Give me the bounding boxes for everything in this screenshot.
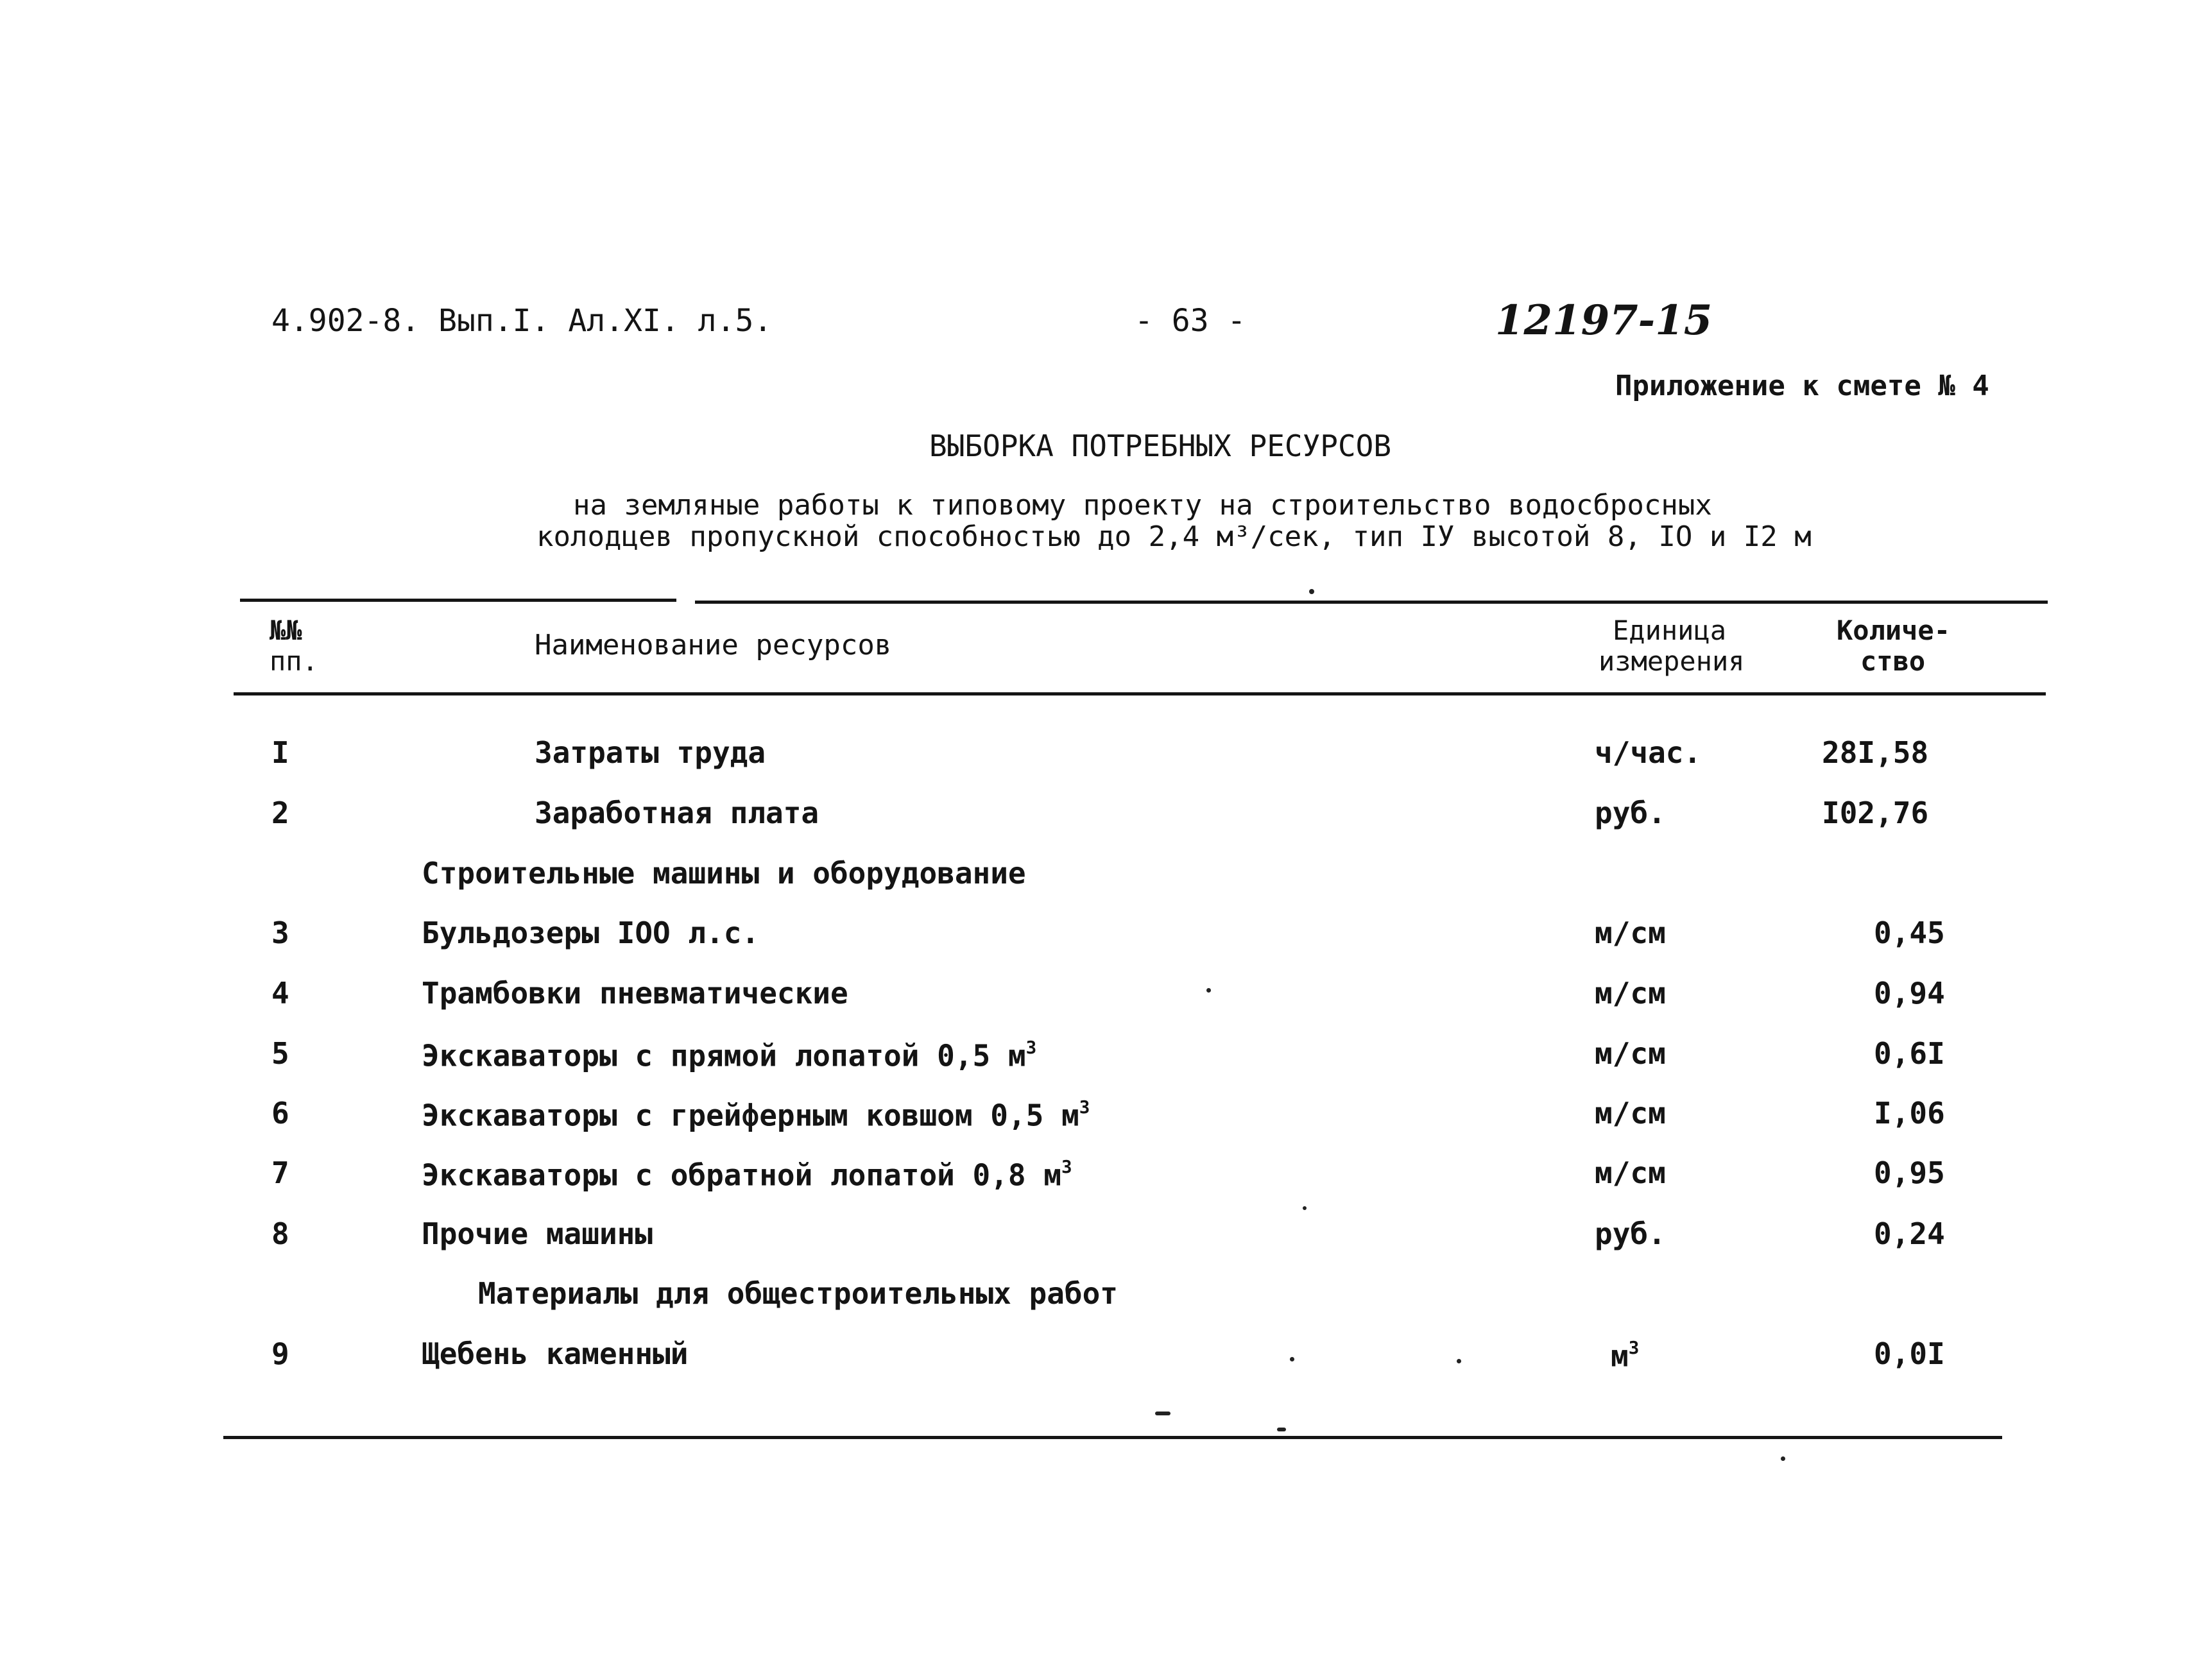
- header-num-line2: пп.: [270, 645, 318, 677]
- unit-value: [1611, 1337, 1640, 1374]
- header-name: Наименование ресурсов: [535, 629, 892, 661]
- resource-name: Бульдозеры IОО л.с.: [422, 916, 760, 950]
- superscript: 3: [1628, 1337, 1640, 1358]
- resource-name: Трамбовки пневматические: [422, 976, 848, 1011]
- scan-speck: [1781, 1456, 1785, 1461]
- scan-speck: [1155, 1412, 1170, 1415]
- resource-name-text: Экскаваторы с обратной лопатой 0,8 м: [422, 1157, 1061, 1193]
- quantity-value: 28I,58: [1822, 735, 1929, 770]
- scan-speck: [1457, 1359, 1461, 1363]
- resource-name: [422, 1156, 1072, 1193]
- resource-name: [422, 1037, 1037, 1073]
- unit-value: м/см: [1595, 1036, 1666, 1071]
- header-qty-line1: Количе-: [1837, 615, 1951, 646]
- section-heading-machines: Строительные машины и оборудование: [422, 856, 1026, 891]
- unit-value: ч/час.: [1595, 735, 1702, 770]
- superscript: 3: [1061, 1156, 1072, 1177]
- document-reference: 4.902-8. Вып.I. Ал.XI. л.5.: [271, 303, 773, 339]
- table-top-rule-left: [240, 599, 676, 602]
- resource-name: [422, 1096, 1090, 1133]
- row-number: 4: [271, 976, 289, 1011]
- header-num-line1: №№: [270, 615, 302, 646]
- page-title: ВЫБОРКА ПОТРЕБНЫХ РЕСУРСОВ: [929, 429, 1392, 463]
- superscript: 3: [1079, 1096, 1090, 1118]
- row-number: 2: [271, 796, 289, 830]
- resource-name-text: Экскаваторы с прямой лопатой 0,5 м: [422, 1038, 1026, 1073]
- unit-value: руб.: [1595, 1216, 1666, 1251]
- section-heading-materials: Материалы для общестроительных работ: [478, 1276, 1118, 1311]
- quantity-value: I,06: [1874, 1096, 1945, 1130]
- unit-value: м/см: [1595, 1096, 1666, 1130]
- scan-speck: [1309, 589, 1314, 594]
- scan-speck: [1303, 1206, 1307, 1210]
- resource-name: Щебень каменный: [422, 1336, 689, 1371]
- quantity-value: 0,94: [1874, 976, 1945, 1011]
- quantity-value: 0,24: [1874, 1216, 1945, 1251]
- resource-name-text: Экскаваторы с грейферным ковшом 0,5 м: [422, 1098, 1079, 1133]
- scan-speck: [1206, 988, 1211, 993]
- appendix-label: Приложение к смете № 4: [1615, 370, 1989, 402]
- unit-value: руб.: [1595, 796, 1666, 830]
- resource-name: Прочие машины: [422, 1216, 653, 1251]
- unit-value: м/см: [1595, 1156, 1666, 1190]
- quantity-value: 0,95: [1874, 1156, 1945, 1190]
- row-number: 7: [271, 1156, 289, 1190]
- unit-value: м/см: [1595, 976, 1666, 1011]
- subtitle-line-1: на земляные работы к типовому проекту на строительство водосбросных: [573, 489, 1712, 522]
- quantity-value: 0,45: [1874, 916, 1945, 950]
- quantity-value: 0,0I: [1874, 1336, 1945, 1371]
- header-qty-line2: ство: [1860, 645, 1926, 677]
- row-number: 8: [271, 1216, 289, 1251]
- superscript: 3: [1025, 1037, 1037, 1058]
- page-number: - 63 -: [1135, 303, 1246, 339]
- row-number: 6: [271, 1096, 289, 1130]
- table-top-rule-right: [695, 601, 2048, 604]
- unit-text: м: [1611, 1338, 1629, 1374]
- table-bottom-rule: [223, 1436, 2002, 1439]
- scan-speck: [1277, 1428, 1286, 1431]
- quantity-value: 0,6I: [1874, 1036, 1945, 1071]
- unit-value: м/см: [1595, 916, 1666, 950]
- row-number: 5: [271, 1036, 289, 1071]
- scan-speck: [1290, 1357, 1294, 1361]
- row-number: 3: [271, 916, 289, 950]
- table-header-rule: [234, 692, 2046, 695]
- handwritten-number: 12197-15: [1495, 296, 1713, 345]
- header-unit-line2: измерения: [1599, 645, 1745, 677]
- header-unit-line1: Единица: [1613, 615, 1727, 646]
- resource-name: Затраты труда: [535, 735, 766, 770]
- resource-name: Заработная плата: [535, 796, 819, 830]
- row-number: 9: [271, 1336, 289, 1371]
- subtitle-line-2: колодцев пропускной способностью до 2,4 м³/сек, тип IУ высотой 8, IО и I2 м: [536, 520, 1812, 553]
- quantity-value: I02,76: [1822, 796, 1929, 830]
- row-number: I: [271, 735, 289, 770]
